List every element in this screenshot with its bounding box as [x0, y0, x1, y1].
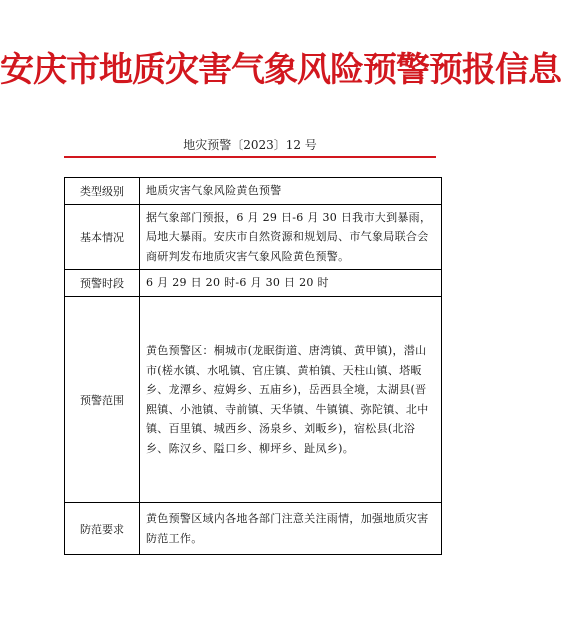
table-row-prevention-requirements: [65, 503, 442, 555]
document-number: 地灾预警〔2023〕12 号: [183, 138, 317, 152]
red-divider-line: [64, 156, 436, 158]
row-content: 黄色预警区：桐城市(龙眠街道、唐湾镇、黄甲镇)，潜山市(槎水镇、水吼镇、官庄镇、黄柏镇、天柱山镇、塔畈乡、龙潭乡、痘姆乡、五庙乡)，岳西县全境，太湖县(晋熙镇、小池镇、寺前镇、天华镇、牛镇镇、弥陀镇、北中镇、百里镇、城西乡、汤泉乡、刘畈乡)，宿松县(北浴乡、陈汉乡、隘口乡、柳坪乡、趾凤乡)。: [140, 297, 442, 503]
row-label: 类型级别: [65, 178, 140, 205]
table-row-type-level: [65, 178, 442, 205]
row-label: 基本情况: [65, 204, 140, 270]
row-label: 防范要求: [65, 503, 140, 555]
row-label: 预警范围: [65, 297, 140, 503]
row-content: 6 月 29 日 20 时-6 月 30 日 20 时: [140, 270, 442, 297]
table-row-warning-scope: [65, 297, 442, 503]
row-label: 预警时段: [65, 270, 140, 297]
row-content: 黄色预警区域内各地各部门注意关注雨情，加强地质灾害防范工作。: [140, 503, 442, 555]
table-row-warning-period: [65, 270, 442, 297]
row-content: 据气象部门预报，6 月 29 日-6 月 30 日我市大到暴雨，局地大暴雨。安庆市自然资源和规划局、市气象局联合会商研判发布地质灾害气象风险黄色预警。: [140, 204, 442, 270]
row-content: 地质灾害气象风险黄色预警: [140, 178, 442, 205]
warning-info-table: [64, 177, 442, 555]
table-row-basic-situation: [65, 204, 442, 270]
document-title: 安庆市地质灾害气象风险预警预报信息: [0, 50, 561, 90]
